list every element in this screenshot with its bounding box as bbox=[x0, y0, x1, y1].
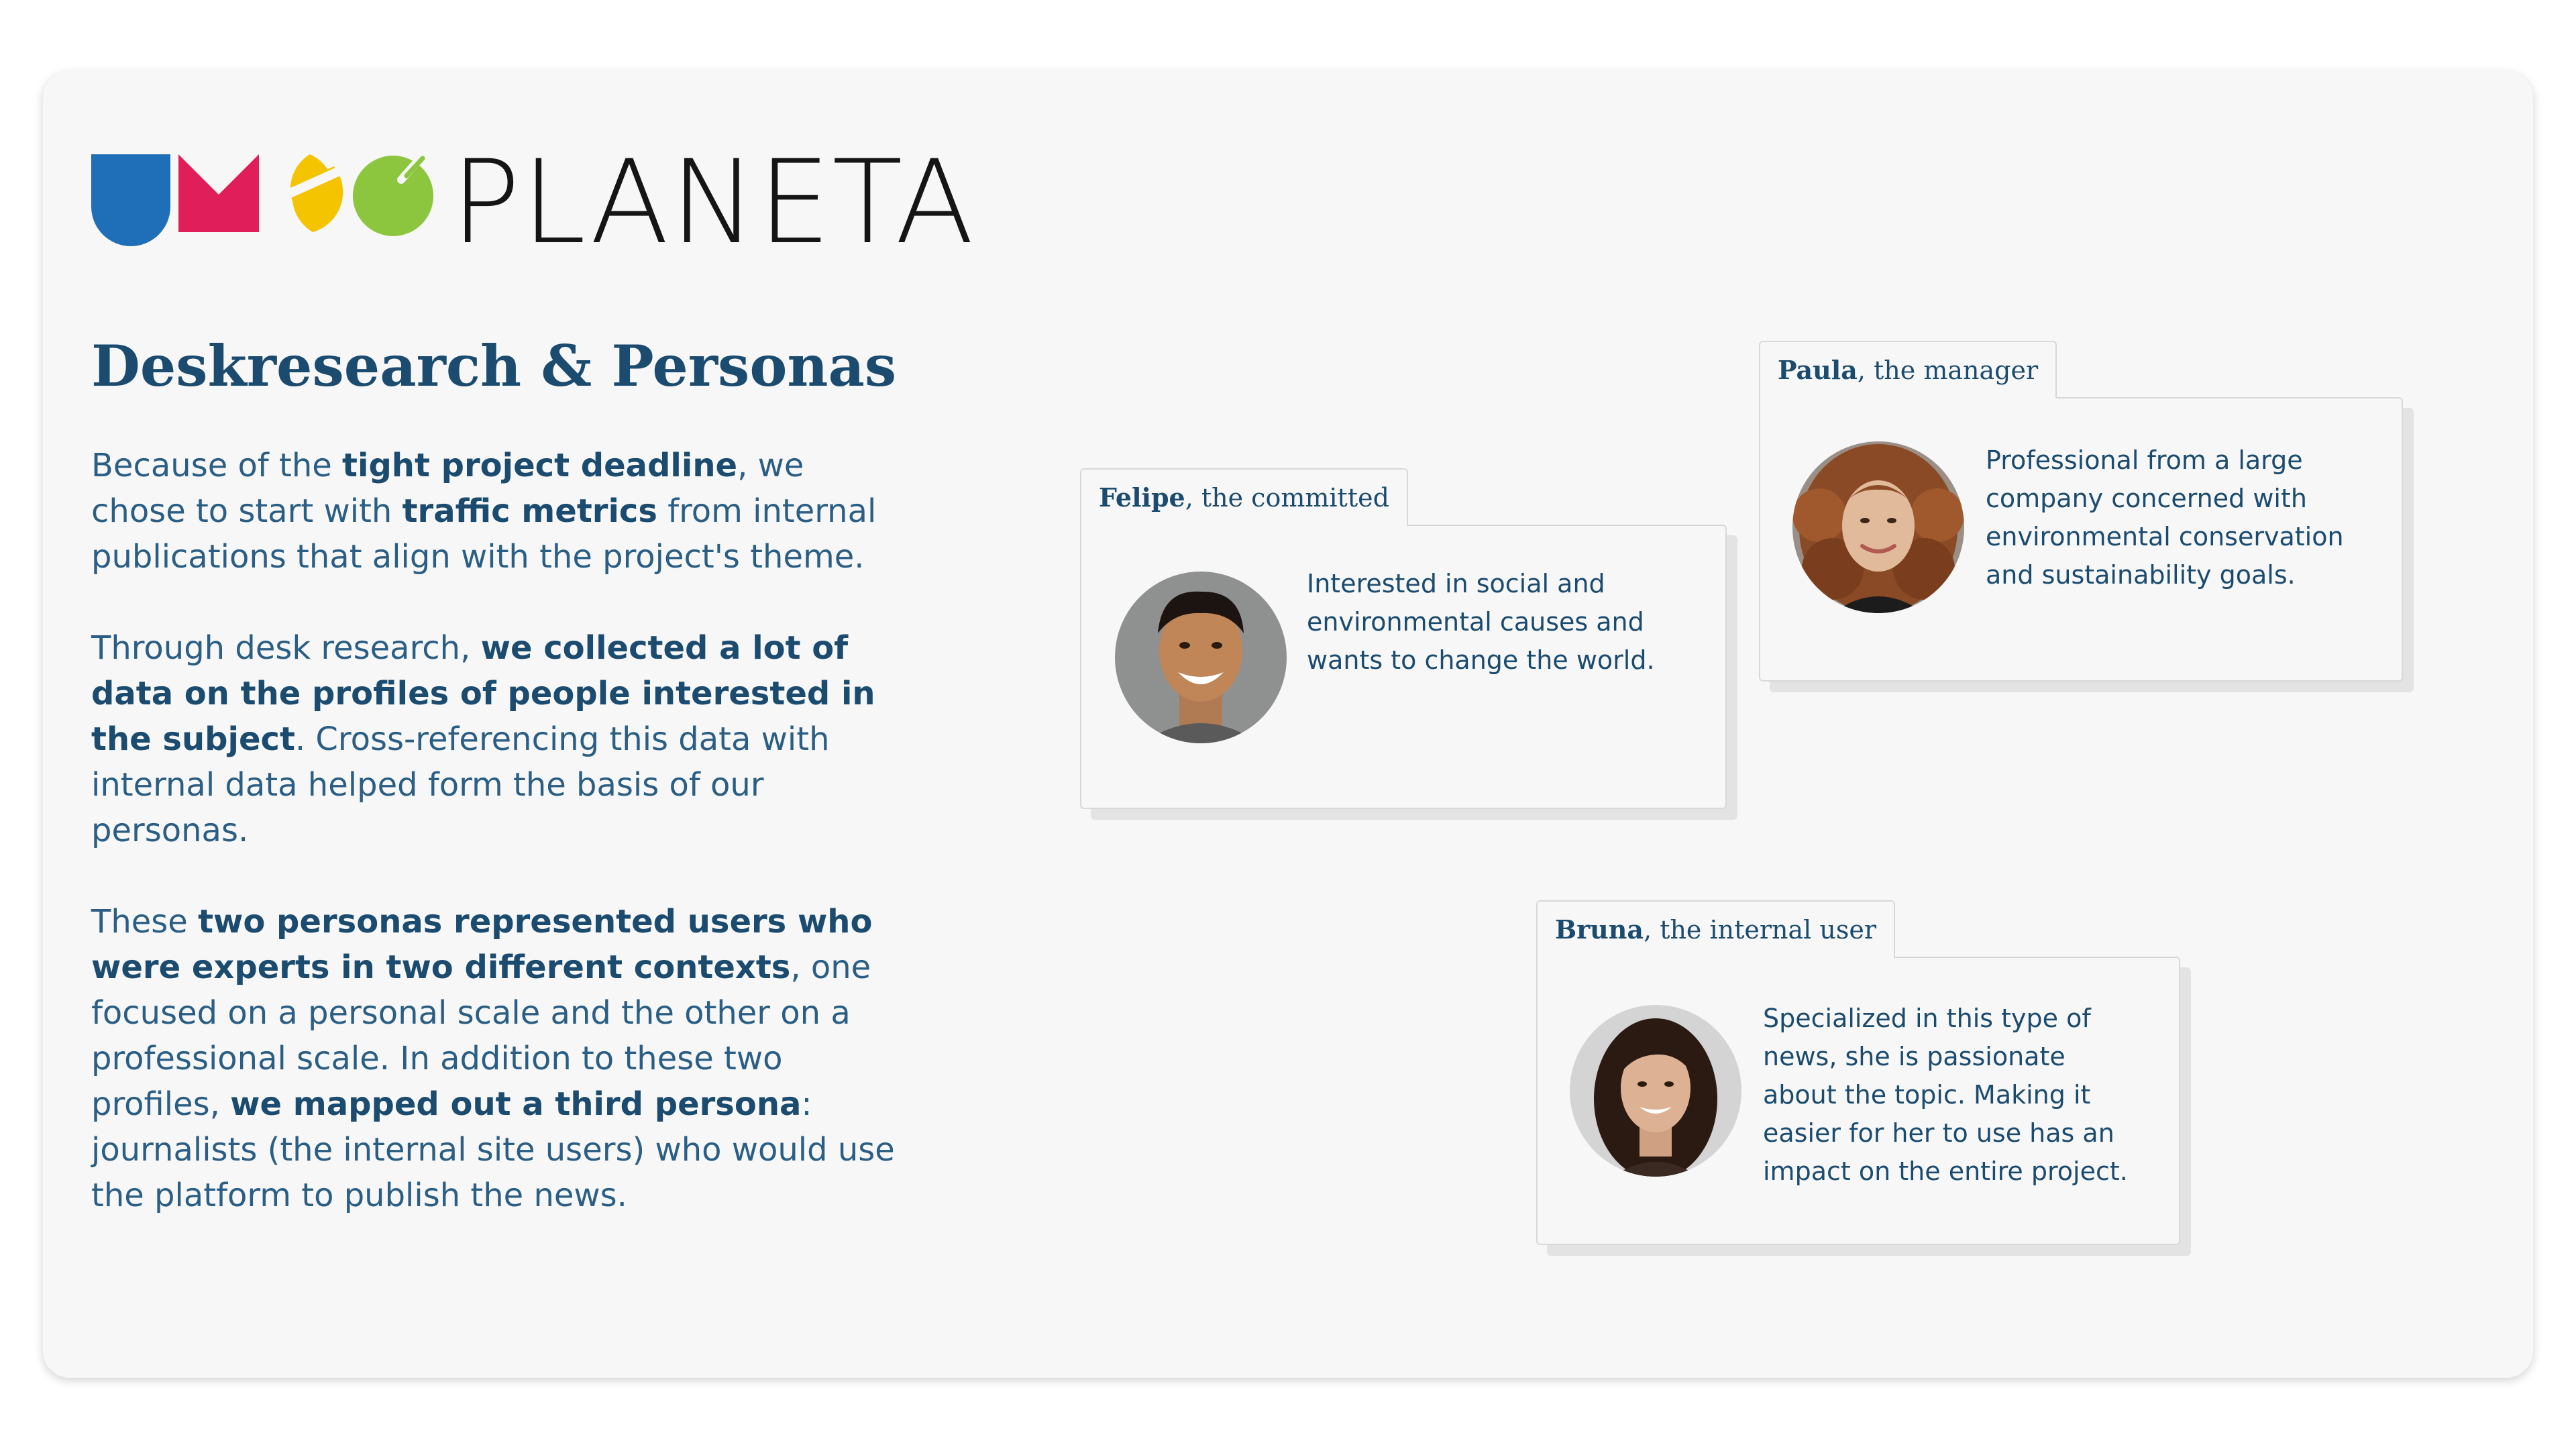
persona-name: Paula bbox=[1778, 355, 1858, 385]
persona-description: Professional from a large company concerned with environmental conservation and sustainability goals. bbox=[1986, 445, 2344, 590]
paragraph-1 bbox=[91, 443, 896, 580]
page-title: Deskresearch & Personas bbox=[91, 333, 897, 399]
persona-body bbox=[1080, 525, 1727, 809]
avatar-bruna bbox=[1570, 1005, 1741, 1177]
body-text: , one focused on a personal scale and the other on a professional scale. In addition to these two profiles, bbox=[91, 949, 871, 1123]
emphasis-text: we collected a lot of data on the profiles of people interested in the subject bbox=[91, 629, 875, 758]
body-text: : journalists (the internal site users) who would use the platform to publish the news. bbox=[91, 1085, 895, 1214]
avatar-paula bbox=[1792, 441, 1964, 613]
body-text: Because of the bbox=[91, 447, 343, 484]
paragraph-2 bbox=[91, 625, 896, 853]
emphasis-text: traffic metrics bbox=[402, 492, 657, 530]
paragraph-3 bbox=[91, 899, 896, 1218]
avatar-felipe bbox=[1115, 572, 1287, 743]
persona-tab bbox=[1080, 468, 1408, 526]
persona-tab bbox=[1759, 341, 2057, 398]
emphasis-text: two personas represented users who were experts in two different contexts bbox=[91, 903, 873, 986]
body-text: These bbox=[91, 903, 199, 941]
brand-wordmark: PLANETA bbox=[451, 135, 975, 270]
persona-name: Felipe bbox=[1099, 482, 1185, 513]
intro-copy bbox=[91, 443, 896, 1264]
persona-role: , the manager bbox=[1857, 356, 2039, 385]
brand-logo-mark bbox=[91, 154, 440, 255]
persona-tab bbox=[1536, 900, 1895, 958]
persona-description: Specialized in this type of news, she is passionate about the topic. Making it easier for her to use has an impact on the entire project. bbox=[1763, 1004, 2128, 1186]
persona-body bbox=[1536, 957, 2180, 1245]
persona-name: Bruna bbox=[1555, 914, 1644, 945]
persona-description: Interested in social and environmental causes and wants to change the world. bbox=[1307, 569, 1655, 675]
body-text: , we chose to start with bbox=[91, 447, 804, 530]
persona-body bbox=[1759, 397, 2403, 682]
emphasis-text: tight project deadline bbox=[342, 447, 738, 484]
body-text: Through desk research, bbox=[91, 629, 481, 667]
persona-role: , the internal user bbox=[1644, 915, 1877, 945]
brand-logo bbox=[91, 135, 975, 270]
emphasis-text: we mapped out a third persona bbox=[230, 1085, 802, 1123]
body-text: . Cross-referencing this data with internal data helped form the basis of our personas. bbox=[91, 720, 830, 849]
body-text: from internal publications that align with the project's theme. bbox=[91, 492, 877, 576]
persona-role: , the committed bbox=[1185, 483, 1389, 513]
